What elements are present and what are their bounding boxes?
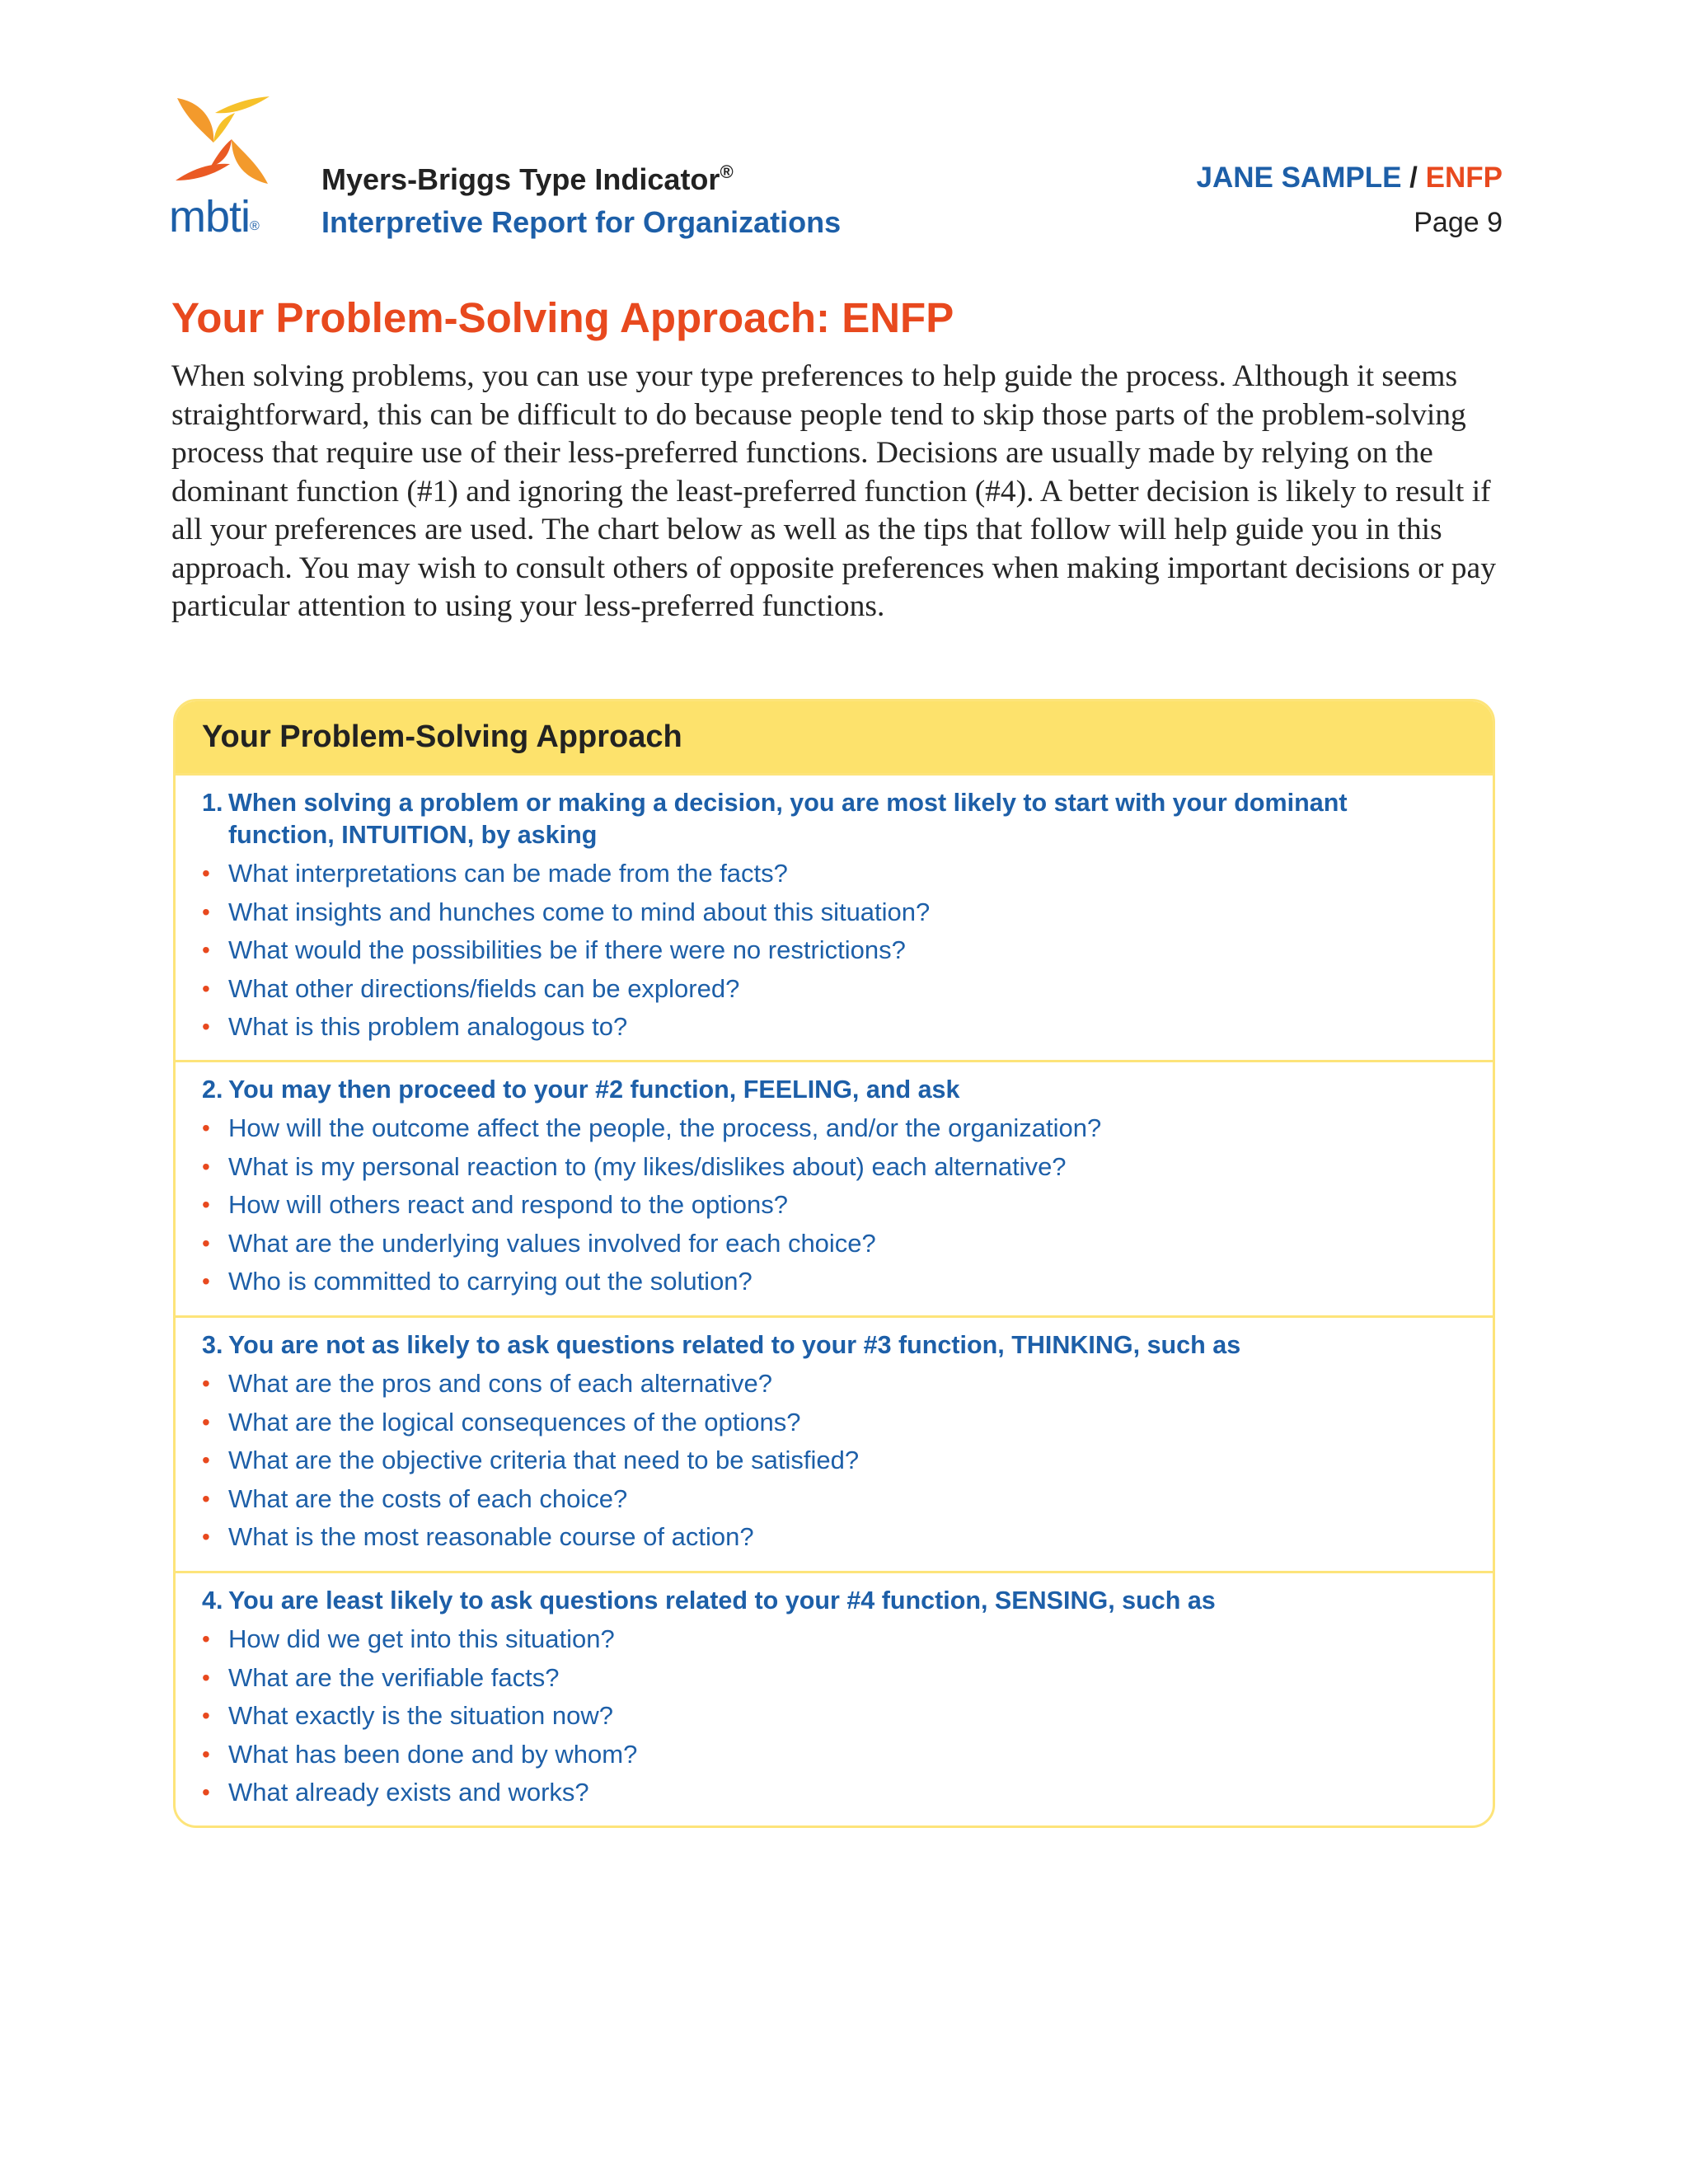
bullet-icon: • [202,860,210,886]
section-sensing [176,1573,1493,1828]
question-list [202,1620,1460,1812]
list-item: • Who is committed to carrying out the solution? [202,1263,1460,1301]
bullet-icon: • [202,1779,210,1805]
list-item: • What other directions/fields can be explored? [202,970,1460,1009]
list-item: • What is this problem analogous to? [202,1008,1460,1047]
client-name: JANE SAMPLE [1196,162,1402,194]
bullet-icon: • [202,1014,210,1039]
mbti-logo [169,95,276,239]
bullet-icon: • [202,1664,210,1690]
bullet-icon: • [202,1703,210,1728]
list-item: • What is my personal reaction to (my likes/dislikes about) each alternative? [202,1148,1460,1187]
question-list [202,1109,1460,1301]
bullet-icon: • [202,1524,210,1549]
list-item: • What exactly is the situation now? [202,1697,1460,1736]
list-item: • What are the verifiable facts? [202,1659,1460,1698]
question-list [202,1365,1460,1557]
bullet-icon: • [202,1192,210,1217]
bullet-icon: • [202,1230,210,1256]
bullet-icon: • [202,1115,210,1141]
list-item: • What are the objective criteria that need to be satisfied? [202,1441,1460,1480]
list-item: • What interpretations can be made from the facts? [202,855,1460,893]
panel-title: Your Problem-Solving Approach [202,719,682,754]
page-header [0,0,1688,272]
client-type: ENFP [1425,162,1503,194]
bullet-icon: • [202,975,210,1001]
bullet-icon: • [202,898,210,925]
bullet-icon: • [202,1408,210,1435]
section-feeling [176,1062,1493,1318]
client-line [1197,160,1503,196]
product-name: Myers-Briggs Type Indicator® [321,162,734,196]
panel-header [176,701,1493,776]
page-number: Page 9 [1414,207,1503,238]
intro-paragraph: When solving problems, you can use your type preferences to help guide the process. Although it seems straightforward, this can be difficult to do because people tend to skip those parts of the problem-solving process that require use of their less-preferred functions. Decisions are usually made by relying on the dominant function (#1) and ignoring the least-preferred function (#4). A better decision is likely to result if all your preferences are used. The chart below as well as the tips that follow will help guide you in this approach. You may wish to consult others of opposite preferences when making important decisions or pay particular attention to using your less-preferred functions. [171,359,1496,623]
list-item: • What are the logical consequences of the options? [202,1404,1460,1442]
report-name: Interpretive Report for Organizations [321,205,842,239]
section-intuition [176,776,1493,1062]
bullet-icon: • [202,937,210,963]
section-heading: 1. When solving a problem or making a decision, you are most likely to start with your dominant function, INTUITION, by asking [202,789,1348,849]
bullet-icon: • [202,1153,210,1179]
mbti-star-icon [172,95,273,187]
list-item: • How did we get into this situation? [202,1620,1460,1659]
section-heading: 3. You are not as likely to ask questions related to your #3 function, THINKING, such as [202,1331,1241,1359]
list-item: • How will the outcome affect the people, the process, and/or the organization? [202,1109,1460,1148]
list-item: • What would the possibilities be if there were no restrictions? [202,931,1460,970]
logo-wordmark: mbti® [169,192,259,241]
list-item: • What are the underlying values involved for each choice? [202,1225,1460,1263]
section-thinking [176,1318,1493,1573]
bullet-icon: • [202,1741,210,1767]
list-item: • What already exists and works? [202,1774,1460,1812]
list-item: • What insights and hunches come to mind about this situation? [202,893,1460,932]
section-heading: 2. You may then proceed to your #2 function, FEELING, and ask [202,1076,960,1104]
list-item: • How will others react and respond to the options? [202,1186,1460,1225]
question-list [202,855,1460,1047]
list-item: • What has been done and by whom? [202,1736,1460,1774]
bullet-icon: • [202,1485,210,1511]
problem-solving-panel [173,699,1495,1828]
list-item: • What is the most reasonable course of action? [202,1518,1460,1557]
page-title: Your Problem-Solving Approach: ENFP [171,294,954,341]
section-heading: 4. You are least likely to ask questions related to your #4 function, SENSING, such as [202,1586,1216,1615]
bullet-icon: • [202,1626,210,1652]
list-item: • What are the pros and cons of each alternative? [202,1365,1460,1404]
list-item: • What are the costs of each choice? [202,1480,1460,1519]
bullet-icon: • [202,1447,210,1473]
bullet-icon: • [202,1268,210,1294]
bullet-icon: • [202,1371,210,1396]
client-separator: / [1409,162,1418,194]
